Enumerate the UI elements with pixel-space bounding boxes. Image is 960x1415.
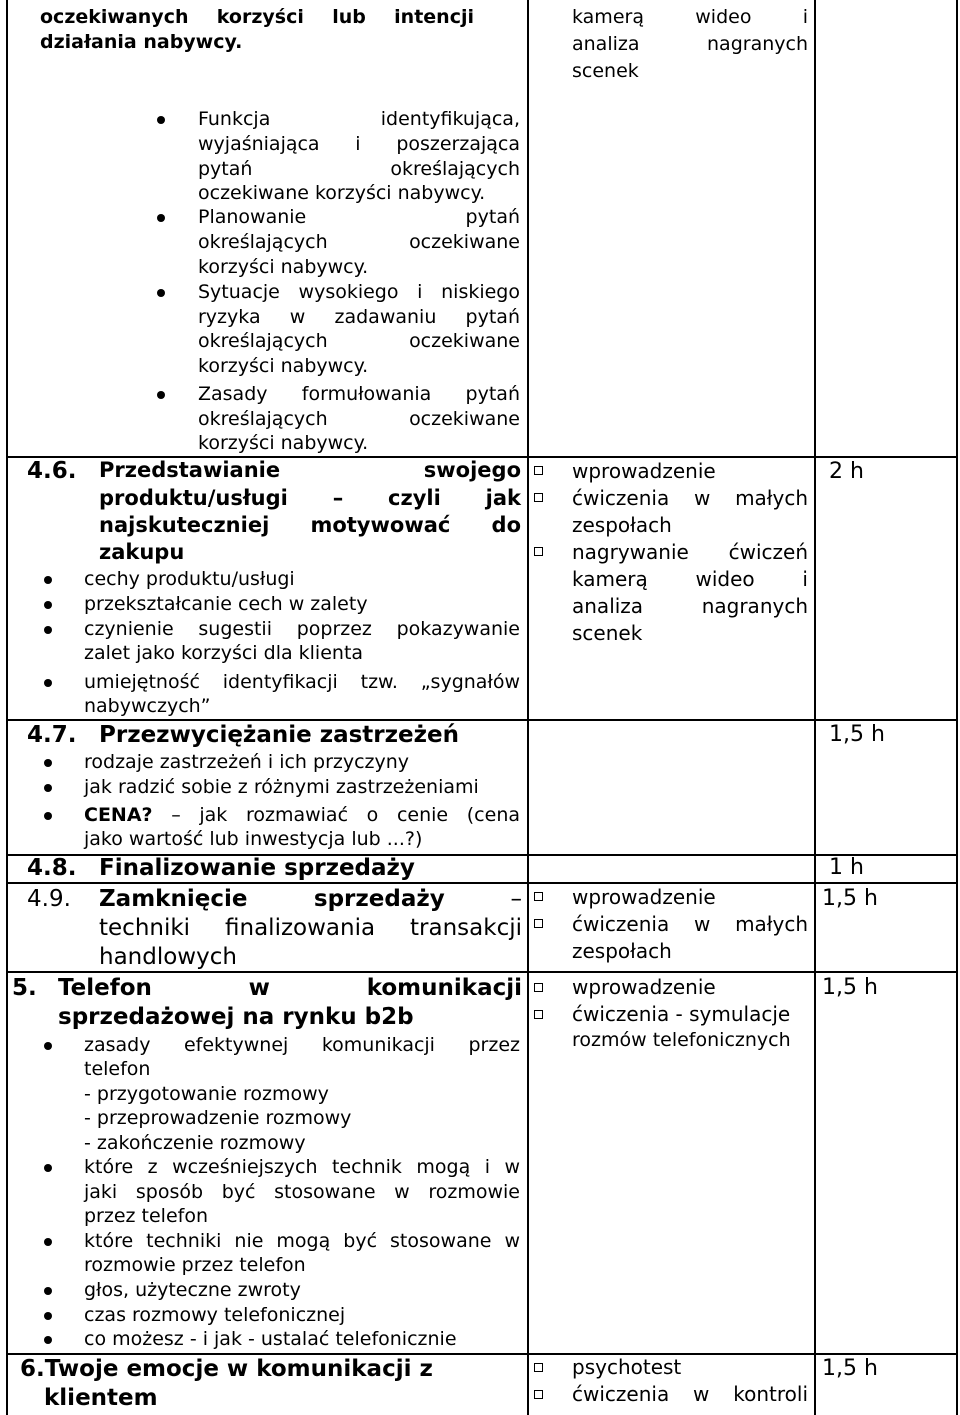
bullet-icon [44, 1287, 52, 1295]
checkbox-icon [534, 493, 543, 502]
section-title: Zamknięcie sprzedaży [99, 886, 445, 912]
list-item-line: korzyści nabywcy. [198, 256, 369, 278]
hours-value: 1,5 h [822, 1356, 878, 1381]
checkbox-icon [534, 1390, 543, 1399]
section-title-line [99, 885, 522, 914]
bullet-icon [157, 391, 165, 399]
method-line: rozmów telefonicznych [572, 1029, 791, 1051]
checkbox-icon [534, 1363, 543, 1372]
section-number: 4.9. [27, 886, 71, 912]
list-item-line: - zakończenie rozmowy [84, 1132, 306, 1154]
list-item-line: określających oczekiwane [198, 231, 520, 253]
list-item-line: Funkcja identyfikująca, [198, 108, 520, 130]
section-number: 4.7. [27, 722, 77, 748]
list-item-line: określających oczekiwane [198, 408, 520, 430]
section-number: 5. [12, 975, 37, 1001]
list-item-line: czas rozmowy telefonicznej [84, 1304, 346, 1326]
section-title: Finalizowanie sprzedaży [99, 855, 415, 881]
list-item-line: zasady efektywnej komunikacji przez [84, 1034, 520, 1056]
checkbox-icon [534, 892, 543, 901]
table-border-right [956, 0, 958, 1415]
list-item-line: korzyści nabywcy. [198, 432, 369, 454]
row0-method-line: kamerą wideo i [572, 6, 808, 28]
list-item-line: przez telefon [84, 1205, 209, 1227]
bullet-icon [44, 576, 52, 584]
section-number: 4.8. [27, 855, 77, 881]
bullet-icon [44, 601, 52, 609]
bullet-icon [157, 214, 165, 222]
row0-method-line: analiza nagranych [572, 33, 808, 55]
table-divider-hours [814, 0, 816, 1415]
hours-value: 1,5 h [829, 722, 885, 747]
method-line: ćwiczenia - symulacje [572, 1002, 791, 1026]
list-item-line: rodzaje zastrzeżeń i ich przyczyny [84, 751, 410, 773]
list-item-line: co możesz - i jak - ustalać telefonicznie [84, 1328, 457, 1350]
list-item-line: zalet jako korzyści dla klienta [84, 642, 364, 664]
section-title: Przezwyciężanie zastrzeżeń [99, 722, 459, 748]
list-item-line: jak radzić sobie z różnymi zastrzeżeniami [84, 776, 479, 798]
title-dash: – [510, 886, 522, 912]
list-item-line: nabywczych” [84, 695, 211, 717]
bullet-icon [44, 784, 52, 792]
list-item-line: głos, użyteczne zwroty [84, 1279, 301, 1301]
row0-left-line: działania nabywcy. [40, 31, 243, 53]
bullet-icon [44, 1164, 52, 1172]
list-item-line: przekształcanie cech w zalety [84, 593, 368, 615]
bullet-icon [44, 626, 52, 634]
bullet-icon [157, 116, 165, 124]
method-line: zespołach [572, 513, 672, 537]
section-title-line: 6.Twoje emocje w komunikacji z [20, 1356, 433, 1382]
list-item-line: - przygotowanie rozmowy [84, 1083, 329, 1105]
table-divider-methods [527, 0, 529, 1415]
method-line: wprowadzenie [572, 885, 716, 909]
method-line: scenek [572, 621, 643, 645]
cena-text: – jak rozmawiać o cenie (cena [152, 804, 520, 826]
row0-left-line: oczekiwanych korzyści lub intencji [40, 6, 474, 28]
bullet-icon [44, 812, 52, 820]
section-title-line: Telefon w komunikacji [58, 975, 522, 1001]
section-number: 4.6. [27, 458, 77, 484]
list-item-line: czynienie sugestii poprzez pokazywanie [84, 618, 520, 640]
list-item-line: wyjaśniająca i poszerzająca [198, 133, 520, 155]
list-item-line: - przeprowadzenie rozmowy [84, 1107, 352, 1129]
method-line: zespołach [572, 939, 672, 963]
bullet-icon [157, 289, 165, 297]
bullet-icon [44, 759, 52, 767]
section-title-line: handlowych [99, 944, 237, 970]
list-item-line: korzyści nabywcy. [198, 355, 369, 377]
list-item-line: które z wcześniejszych technik mogą i w [84, 1156, 520, 1178]
method-line: ćwiczenia w małych [572, 912, 808, 936]
method-line: ćwiczenia w kontroli [572, 1382, 808, 1406]
checkbox-icon [534, 466, 543, 475]
hours-value: 1,5 h [822, 975, 878, 1000]
list-item-line: rozmowie przez telefon [84, 1254, 306, 1276]
checkbox-icon [534, 547, 543, 556]
method-line: analiza nagranych [572, 594, 808, 618]
section-title-line: klientem [44, 1385, 158, 1411]
checkbox-icon [534, 983, 543, 992]
bullet-icon [44, 1238, 52, 1246]
section-title-line: najskuteczniej motywować do [99, 513, 521, 537]
bullet-icon [44, 1336, 52, 1344]
checkbox-icon [534, 919, 543, 928]
checkbox-icon [534, 1010, 543, 1019]
section-title-line: produktu/usługi – czyli jak [99, 486, 521, 510]
section-title-line: Przedstawianie swojego [99, 458, 521, 482]
list-item-line: Planowanie pytań [198, 206, 520, 228]
list-item-line: jaki sposób być stosowane w rozmowie [84, 1181, 520, 1203]
section-title-line: techniki finalizowania transakcji [99, 915, 522, 941]
method-line: wprowadzenie [572, 459, 716, 483]
section-title-line: sprzedażowej na rynku b2b [58, 1004, 414, 1030]
list-item-line: cechy produktu/usługi [84, 568, 295, 590]
hours-value: 1 h [829, 855, 864, 880]
list-item-line: które techniki nie mogą być stosowane w [84, 1230, 520, 1252]
list-item-line: pytań określających [198, 158, 520, 180]
bullet-icon [44, 679, 52, 687]
method-line: wprowadzenie [572, 975, 716, 999]
table-border-left [6, 0, 8, 1415]
cena-label: CENA? [84, 804, 153, 826]
list-item-line: oczekiwane korzyści nabywcy. [198, 182, 486, 204]
hours-value: 2 h [829, 459, 864, 484]
row0-method-line: scenek [572, 60, 639, 82]
hours-value: 1,5 h [822, 886, 878, 911]
list-item-line [84, 803, 520, 828]
list-item-line: telefon [84, 1058, 151, 1080]
method-line: psychotest [572, 1355, 682, 1379]
bullet-icon [44, 1042, 52, 1050]
list-item-line: umiejętność identyfikacji tzw. „sygnałów [84, 671, 520, 693]
method-line: ćwiczenia w małych [572, 486, 808, 510]
bullet-icon [44, 1312, 52, 1320]
list-item-line: określających oczekiwane [198, 330, 520, 352]
list-item-line: Sytuacje wysokiego i niskiego [198, 281, 520, 303]
list-item-line: jako wartość lub inwestycja lub ...?) [84, 828, 423, 850]
method-line: kamerą wideo i [572, 567, 808, 591]
list-item-line: ryzyka w zadawaniu pytań [198, 306, 520, 328]
list-item-line: Zasady formułowania pytań [198, 383, 520, 405]
method-line: nagrywanie ćwiczeń [572, 540, 808, 564]
section-title-line: zakupu [99, 540, 185, 564]
